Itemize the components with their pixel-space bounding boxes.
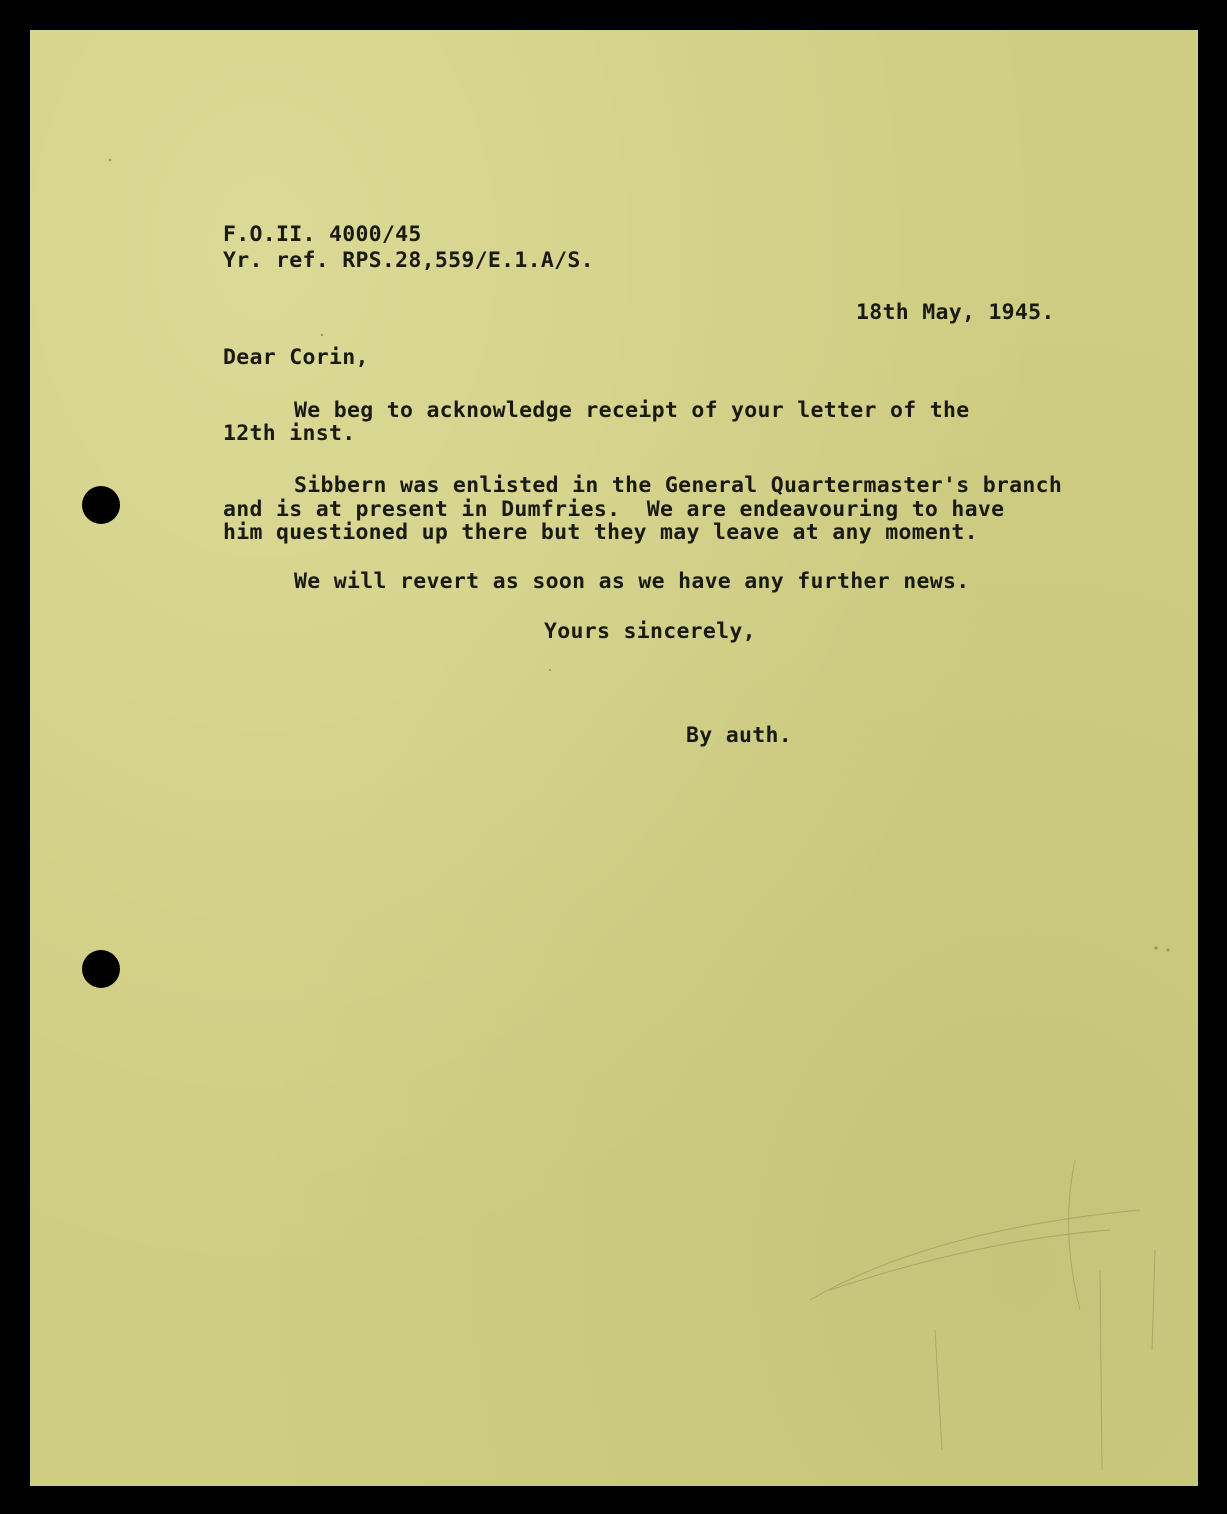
pencil-marks <box>30 30 1198 1486</box>
paragraph-2-line-1: Sibbern was enlisted in the General Quartermaster's branch <box>294 473 1063 498</box>
reference-line-2: Yr. ref. RPS.28,559/E.1.A/S. <box>223 248 594 273</box>
letter-date: 18th May, 1945. <box>856 300 1055 325</box>
paragraph-2-line-3: him questioned up there but they may leave at any moment. <box>223 520 978 545</box>
paragraph-2-line-2: and is at present in Dumfries. We are endeavouring to have <box>223 497 1005 522</box>
letter-sheet <box>30 30 1198 1486</box>
paragraph-1-line-2: 12th inst. <box>223 421 356 446</box>
signature-line: By auth. <box>686 723 792 748</box>
paragraph-3: We will revert as soon as we have any further news. <box>294 569 970 594</box>
closing: Yours sincerely, <box>544 619 756 644</box>
reference-line-1: F.O.II. 4000/45 <box>223 222 422 247</box>
salutation: Dear Corin, <box>223 345 369 370</box>
paragraph-1-line-1: We beg to acknowledge receipt of your letter of the <box>294 398 970 423</box>
